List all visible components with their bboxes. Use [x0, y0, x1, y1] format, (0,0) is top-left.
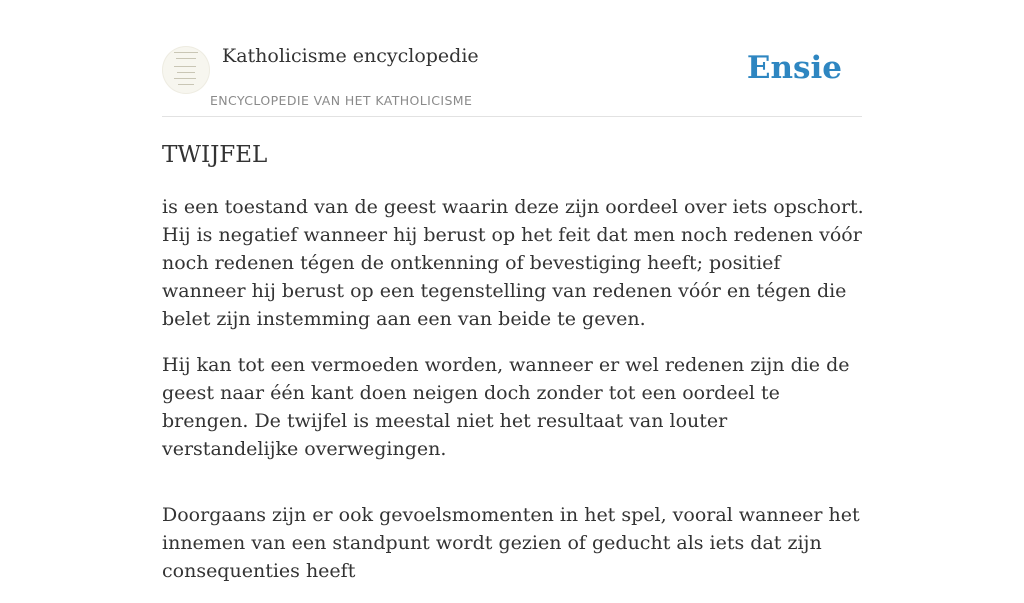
article-paragraph: Hij kan tot een vermoeden worden, wanneer er wel redenen zijn die de geest naar één kant doen neigen doch zonder tot een oordeel te brengen. De twijfel is meestal niet het resultaat van louter verstandelijke overwegingen. — [162, 354, 850, 460]
article-title: TWIJFEL — [162, 142, 268, 168]
site-name[interactable]: Katholicisme encyclopedie — [222, 45, 479, 67]
site-header — [162, 40, 862, 117]
site-subtitle: ENCYCLOPEDIE VAN HET KATHOLICISME — [210, 93, 473, 108]
article-paragraph: is een toestand van de geest waarin deze zijn oordeel over iets opschort. Hij is negatief wanneer hij berust op het feit dat men noch redenen vóór noch redenen tégen de ontkenning of bevestiging heeft; positief wanneer hij berust op een tegenstelling van redenen vóór en tégen die belet zijn instemming aan een van beide te geven. — [162, 196, 864, 330]
encyclopedia-cover-thumbnail[interactable] — [162, 46, 210, 94]
article — [162, 139, 866, 603]
ensie-logo-link[interactable]: Ensie — [746, 50, 842, 86]
article-paragraph: Doorgaans zijn er ook gevoelsmomenten in het spel, vooral wanneer het innemen van een standpunt wordt gezien of geducht als iets dat zijn consequenties heeft — [162, 504, 860, 582]
